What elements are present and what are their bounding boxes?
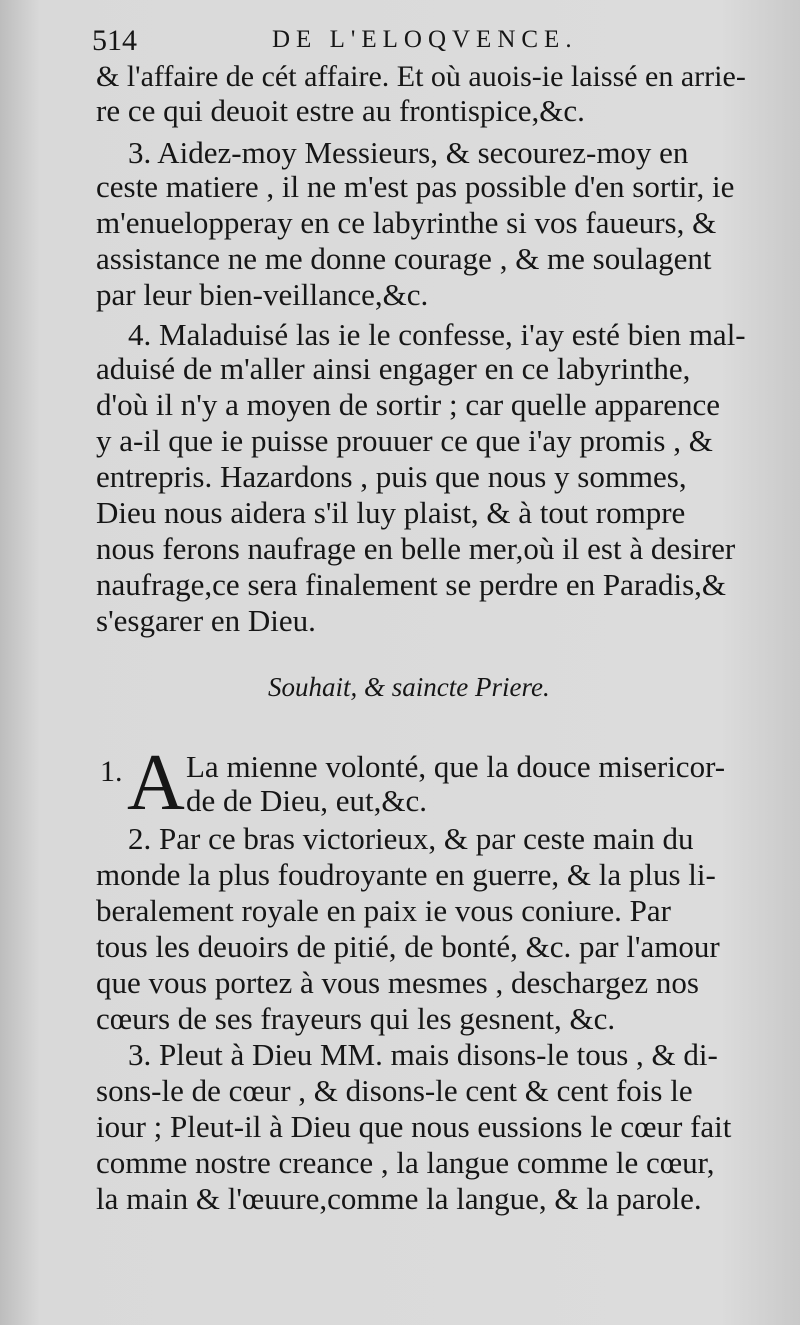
text-line: par leur bien-veillance,&c. — [96, 277, 429, 312]
text-line: iour ; Pleut-il à Dieu que nous eussions le cœur fait — [96, 1109, 732, 1144]
text-line: la main & l'œuure,comme la langue, & la parole. — [96, 1181, 702, 1216]
text-line: m'enuelopperay en ce labyrinthe si vos faueurs, & — [96, 205, 717, 240]
text-line: 3. Pleut à Dieu MM. mais disons-le tous , & di- — [128, 1037, 718, 1072]
text-line: d'où il n'y a moyen de sortir ; car quelle apparence — [96, 387, 721, 422]
text-line: 4. Maladuisé las ie le confesse, i'ay esté bien mal- — [128, 317, 746, 352]
text-line: ceste matiere , il ne m'est pas possible d'en sortir, ie — [96, 169, 735, 204]
page-number: 514 — [92, 24, 137, 57]
text-line: y a-il que ie puisse prouuer ce que i'ay promis , & — [96, 423, 713, 458]
item-number: 1. — [100, 755, 123, 788]
text-line: 2. Par ce bras victorieux, & par ceste main du — [128, 821, 694, 856]
text-line: de de Dieu, eut,&c. — [186, 783, 428, 818]
section-heading: Souhait, & saincte Priere. — [268, 672, 550, 702]
text-line: que vous portez à vous mesmes , deschargez nos — [96, 965, 699, 1000]
text-line: naufrage,ce sera finalement se perdre en Paradis,& — [96, 567, 727, 602]
text-line: comme nostre creance , la langue comme le cœur, — [96, 1145, 715, 1180]
text-line: La mienne volonté, que la douce misericor- — [186, 749, 726, 784]
text-line: 3. Aidez-moy Messieurs, & secourez-moy en — [128, 135, 689, 170]
text-line: & l'affaire de cét affaire. Et où auois-ie laissé en arrie- — [96, 60, 746, 93]
text-line: re ce qui deuoit estre au frontispice,&c. — [96, 93, 585, 128]
text-line: entrepris. Hazardons , puis que nous y sommes, — [96, 459, 687, 494]
drop-cap: A — [127, 739, 185, 827]
running-title: DE L'ELOQVENCE. — [272, 26, 578, 53]
text-line: Dieu nous aidera s'il luy plaist, & à tout rompre — [96, 495, 686, 530]
text-line: sons-le de cœur , & disons-le cent & cent fois le — [96, 1073, 693, 1108]
text-line: cœurs de ses frayeurs qui les gesnent, &c. — [96, 1001, 616, 1036]
text-line: s'esgarer en Dieu. — [96, 603, 316, 638]
text-line: nous ferons naufrage en belle mer,où il est à desirer — [96, 531, 736, 566]
text-line: aduisé de m'aller ainsi engager en ce labyrinthe, — [96, 351, 691, 386]
text-line: assistance ne me donne courage , & me soulagent — [96, 241, 712, 276]
text-line: monde la plus foudroyante en guerre, & la plus li- — [96, 857, 716, 892]
text-line: beralement royale en paix ie vous coniure. Par — [96, 893, 671, 928]
text-line: tous les deuoirs de pitié, de bonté, &c. par l'amour — [96, 929, 720, 964]
